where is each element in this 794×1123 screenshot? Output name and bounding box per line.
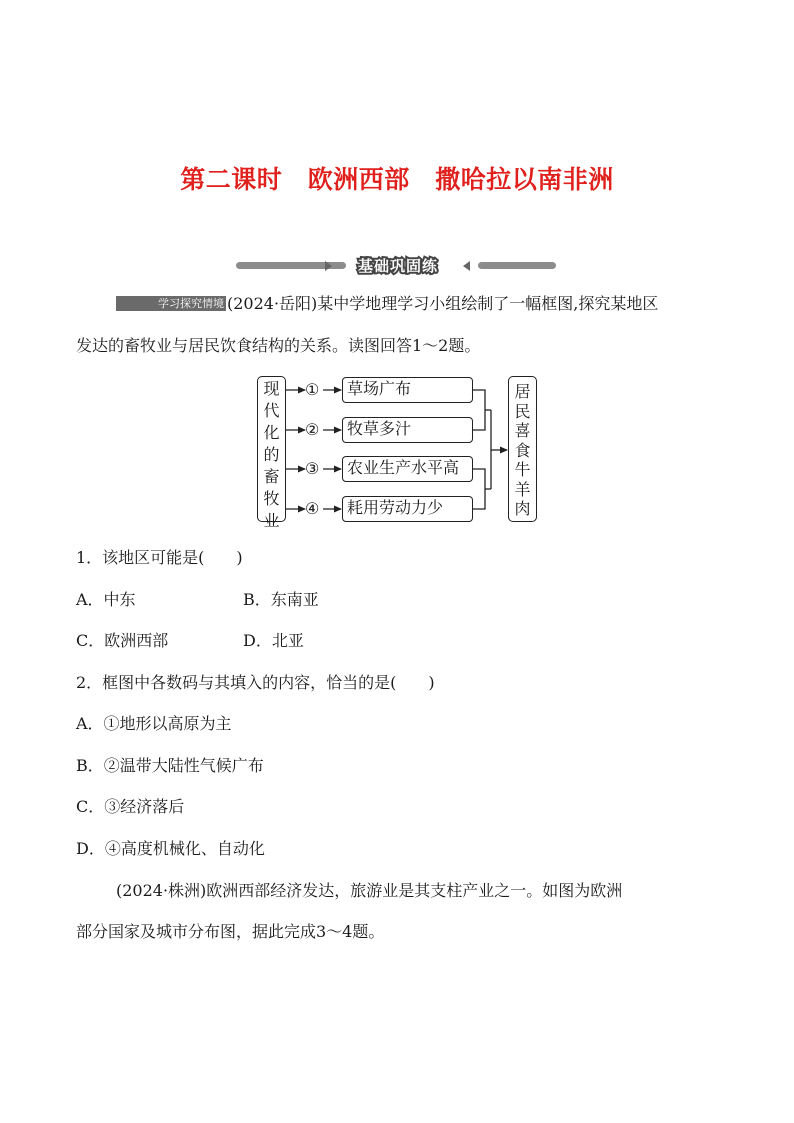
intro1-line1: (2024·岳阳)某中学地理学习小组绘制了一幅框图,探究某地区 bbox=[227, 294, 659, 313]
context-tag: 学习探究情境 bbox=[116, 296, 226, 311]
intro1-line2: 发达的畜牧业与居民饮食结构的关系。读图回答1～2题。 bbox=[76, 336, 481, 355]
diagram-number-3: ③ bbox=[305, 459, 320, 478]
triangle-right-icon bbox=[325, 261, 332, 271]
question-1-option-c: C．欧洲西部 bbox=[76, 631, 169, 650]
question-1-option-d: D．北亚 bbox=[243, 631, 304, 650]
question-2-option-a: A．①地形以高原为主 bbox=[76, 714, 232, 733]
question-2-option-b: B．②温带大陆性气候广布 bbox=[76, 756, 264, 775]
divider-right bbox=[478, 262, 556, 269]
diagram-number-2: ② bbox=[305, 420, 320, 439]
triangle-left-icon bbox=[463, 261, 470, 271]
left-box-char: 牧 bbox=[263, 489, 280, 508]
right-box-eat-beef-mutton bbox=[508, 376, 537, 522]
question-1-stem: 1．该地区可能是( ) bbox=[76, 548, 243, 567]
intro2-line1: (2024·株洲)欧洲西部经济发达，旅游业是其支柱产业之一。如图为欧洲 bbox=[116, 881, 623, 900]
diagram-item-2: 牧草多汁 bbox=[342, 417, 473, 443]
diagram-item-4: 耗用劳动力少 bbox=[342, 496, 473, 522]
right-box-char: 居 bbox=[514, 382, 531, 401]
right-box-char: 羊 bbox=[514, 479, 531, 499]
left-box-char: 代 bbox=[263, 401, 280, 420]
section-header bbox=[232, 253, 560, 279]
question-1-option-a: A．中东 bbox=[76, 590, 136, 609]
right-box-char: 食 bbox=[514, 440, 531, 460]
intro-paragraph-1 bbox=[76, 283, 724, 367]
question-2-option-c: C．③经济落后 bbox=[76, 797, 185, 816]
diagram-number-1: ① bbox=[305, 380, 320, 399]
right-box-char: 肉 bbox=[514, 499, 531, 518]
page-title: 第二课时 欧洲西部 撒哈拉以南非洲 bbox=[180, 165, 614, 194]
section-label: 基础巩固练 bbox=[357, 257, 438, 275]
question-2-option-d: D．④高度机械化、自动化 bbox=[76, 839, 265, 858]
flow-diagram bbox=[255, 374, 540, 530]
question-1-option-b: B．东南亚 bbox=[243, 590, 319, 609]
right-box-char: 民 bbox=[514, 401, 531, 421]
diagram-item-1: 草场广布 bbox=[342, 377, 473, 403]
right-box-char: 喜 bbox=[514, 421, 531, 440]
left-box-char: 化 bbox=[263, 423, 280, 442]
left-box-modern-livestock bbox=[257, 376, 286, 530]
left-box-char: 业 bbox=[263, 511, 280, 530]
intro2-line2: 部分国家及城市分布图，据此完成3～4题。 bbox=[76, 922, 385, 941]
question-2-stem: 2．框图中各数码与其填入的内容，恰当的是( ) bbox=[76, 673, 435, 692]
diagram-item-3: 农业生产水平高 bbox=[342, 456, 473, 482]
diagram-number-4: ④ bbox=[305, 499, 320, 518]
left-box-char: 现 bbox=[263, 379, 280, 398]
left-box-char: 畜 bbox=[263, 467, 280, 486]
right-box-char: 牛 bbox=[514, 460, 531, 479]
left-box-char: 的 bbox=[263, 445, 280, 464]
